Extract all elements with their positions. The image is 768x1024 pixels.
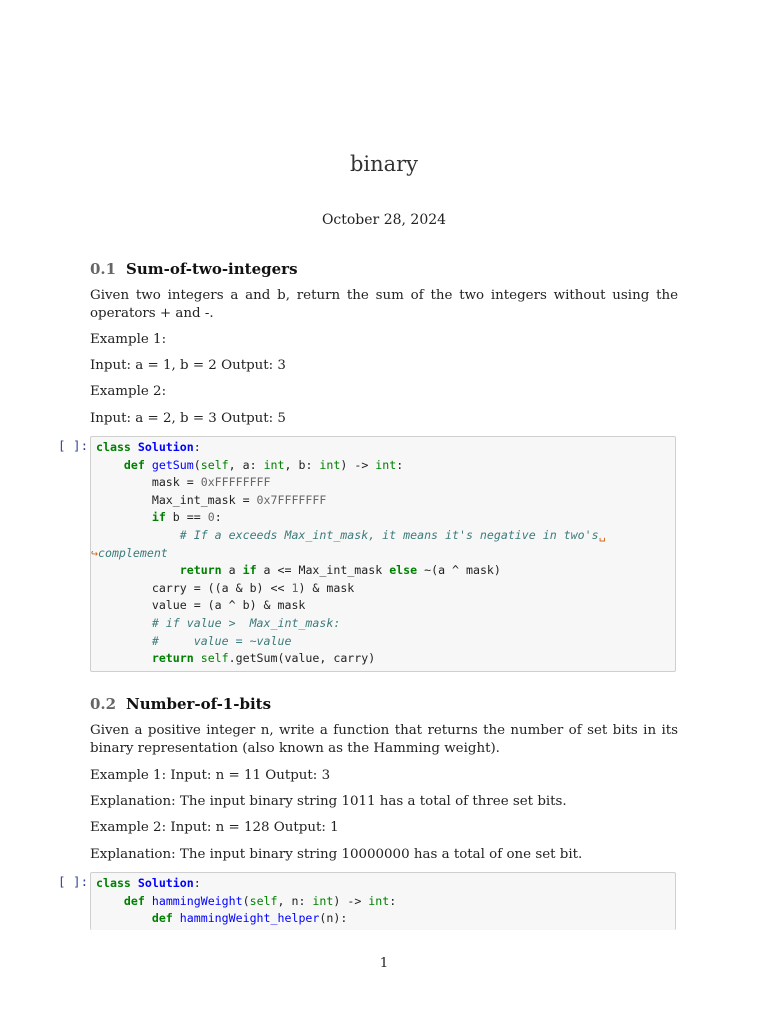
- cell-prompt: [ ]:: [58, 438, 89, 453]
- section2-example2: Example 2: Input: n = 128 Output: 1: [90, 820, 339, 835]
- code-line: # if value > Max_int_mask:: [151, 615, 341, 630]
- code-line: class Solution:: [96, 440, 201, 454]
- code-line: # If a exceeds Max_int_mask, it means it's negative in two's␣: [179, 527, 606, 542]
- section1-example1: Input: a = 1, b = 2 Output: 3: [90, 358, 286, 373]
- code-line: mask = 0xFFFFFFFF: [151, 475, 271, 490]
- section2-example1: Example 1: Input: n = 11 Output: 3: [90, 768, 331, 783]
- code-line: if b == 0:: [151, 510, 222, 525]
- section1-example2: Input: a = 2, b = 3 Output: 5: [90, 411, 286, 426]
- section2-explanation2: Explanation: The input binary string 10000000 has a total of one set bit.: [90, 847, 583, 862]
- section-title: Number-of-1-bits: [126, 695, 272, 713]
- section-title: Sum-of-two-integers: [126, 260, 298, 278]
- cell-prompt: [ ]:: [58, 874, 89, 889]
- code-line: def hammingWeight_helper(n):: [151, 911, 348, 926]
- section-heading-number-of-1-bits: [90, 695, 271, 713]
- code-line: # value = ~value: [151, 633, 292, 648]
- code-line: Max_int_mask = 0x7FFFFFFF: [151, 492, 327, 507]
- code-line: return a if a <= Max_int_mask else ~(a ^ mask): [179, 563, 501, 578]
- section-number: 0.2: [90, 695, 117, 713]
- code-line: def getSum(self, a: int, b: int) -> int:: [123, 457, 404, 472]
- document-title: binary: [349, 152, 419, 176]
- code-line: value = (a ^ b) & mask: [151, 598, 306, 613]
- section1-example2-label: Example 2:: [90, 384, 167, 399]
- code-line: return self.getSum(value, carry): [151, 651, 376, 666]
- page-number: 1: [379, 956, 389, 971]
- code-line: class Solution:: [96, 876, 201, 890]
- section2-explanation1: Explanation: The input binary string 1011 has a total of three set bits.: [90, 794, 567, 809]
- code-cell-get-sum[interactable]: [90, 436, 676, 672]
- section2-description: Given a positive integer n, write a function that returns the number of set bits in its binary representation (also known as the Hamming weight).: [90, 723, 678, 756]
- line-continuation-marker: ↪: [91, 545, 98, 560]
- section-heading-sum-of-two-integers: [90, 260, 298, 278]
- code-line: def hammingWeight(self, n: int) -> int:: [123, 893, 397, 908]
- section-number: 0.1: [90, 260, 117, 278]
- code-line: ↪complement: [91, 545, 168, 560]
- section1-example1-label: Example 1:: [90, 332, 167, 347]
- code-line: carry = ((a & b) << 1) & mask: [151, 580, 355, 595]
- line-wrap-marker: ␣: [598, 527, 606, 542]
- code-cell-hamming-weight[interactable]: [90, 872, 676, 930]
- document-date: October 28, 2024: [321, 212, 447, 228]
- section1-description: Given two integers a and b, return the sum of the two integers without using the operators + and -.: [90, 288, 678, 321]
